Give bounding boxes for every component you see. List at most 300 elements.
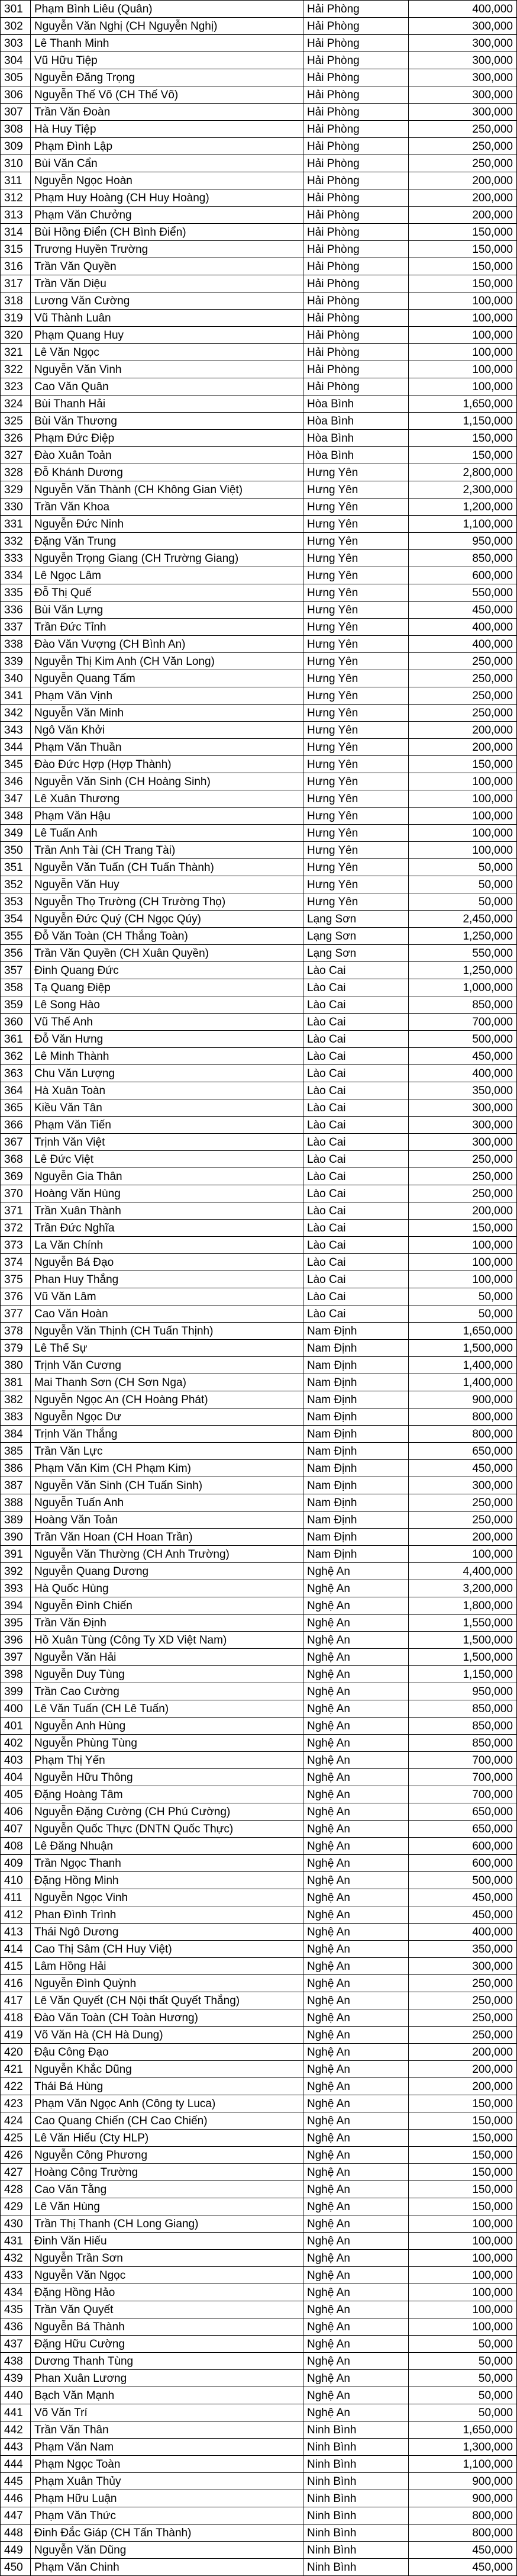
amount: 150,000 xyxy=(409,756,517,773)
province: Lạng Sơn xyxy=(303,928,409,944)
amount: 1,400,000 xyxy=(409,1357,517,1374)
province: Nam Định xyxy=(303,1357,409,1374)
amount: 100,000 xyxy=(409,808,517,824)
province: Nghệ An xyxy=(303,1615,409,1631)
table-row xyxy=(0,1563,517,1580)
table-row xyxy=(0,2095,517,2112)
donor-name: Phạm Văn Hậu xyxy=(31,808,303,824)
table-row xyxy=(0,2542,517,2559)
table-row xyxy=(0,567,517,584)
donor-name: Phạm Ngọc Toàn xyxy=(31,2456,303,2472)
table-row xyxy=(0,155,517,172)
table-row xyxy=(0,1082,517,1099)
row-number: 423 xyxy=(0,2095,31,2112)
province: Ninh Bình xyxy=(303,2559,409,2575)
table-row xyxy=(0,1803,517,1821)
row-number: 318 xyxy=(0,292,31,309)
donor-name: Phạm Văn Chưởng xyxy=(31,207,303,223)
row-number: 429 xyxy=(0,2198,31,2215)
donor-name: Nguyễn Bá Thành xyxy=(31,2318,303,2335)
province: Nghệ An xyxy=(303,2387,409,2404)
table-row xyxy=(0,1237,517,1254)
province: Lào Cai xyxy=(303,1117,409,1133)
table-row xyxy=(0,1838,517,1855)
amount: 100,000 xyxy=(409,361,517,378)
province: Nghệ An xyxy=(303,2301,409,2318)
table-row xyxy=(0,2473,517,2490)
table-row xyxy=(0,2421,517,2439)
table-row xyxy=(0,808,517,825)
donor-name: Nguyễn Đăng Trọng xyxy=(31,69,303,86)
row-number: 444 xyxy=(0,2456,31,2472)
province: Ninh Bình xyxy=(303,2473,409,2490)
amount: 500,000 xyxy=(409,1031,517,1047)
amount: 2,800,000 xyxy=(409,464,517,481)
amount: 900,000 xyxy=(409,1391,517,1408)
table-row xyxy=(0,499,517,516)
donor-name: Cao Quang Chiến (CH Cao Chiến) xyxy=(31,2112,303,2129)
row-number: 417 xyxy=(0,1992,31,2009)
donor-name: Bùi Văn Cẩn xyxy=(31,155,303,172)
amount: 1,200,000 xyxy=(409,499,517,515)
row-number: 393 xyxy=(0,1580,31,1597)
amount: 150,000 xyxy=(409,2112,517,2129)
row-number: 326 xyxy=(0,430,31,446)
province: Ninh Bình xyxy=(303,2439,409,2455)
row-number: 416 xyxy=(0,1975,31,1992)
province: Lào Cai xyxy=(303,1151,409,1168)
table-row xyxy=(0,1992,517,2009)
province: Nghệ An xyxy=(303,2044,409,2060)
province: Lào Cai xyxy=(303,1014,409,1030)
amount: 100,000 xyxy=(409,2215,517,2232)
amount: 1,500,000 xyxy=(409,1340,517,1356)
amount: 50,000 xyxy=(409,2336,517,2352)
table-row xyxy=(0,1443,517,1460)
row-number: 381 xyxy=(0,1374,31,1391)
table-row xyxy=(0,2198,517,2215)
amount: 50,000 xyxy=(409,1288,517,1305)
donor-name: Đỗ Văn Toàn (CH Thắng Toàn) xyxy=(31,928,303,944)
row-number: 315 xyxy=(0,241,31,258)
table-row xyxy=(0,1323,517,1340)
province: Nghệ An xyxy=(303,2061,409,2077)
donor-name: Nguyễn Văn Vinh xyxy=(31,361,303,378)
amount: 100,000 xyxy=(409,2233,517,2249)
donor-name: Hà Huy Tiệp xyxy=(31,121,303,137)
donor-name: Phạm Hữu Luận xyxy=(31,2490,303,2507)
table-row xyxy=(0,1460,517,1477)
amount: 200,000 xyxy=(409,207,517,223)
row-number: 359 xyxy=(0,996,31,1013)
amount: 600,000 xyxy=(409,1838,517,1854)
donor-name: Nguyễn Quang Dương xyxy=(31,1563,303,1580)
table-row xyxy=(0,275,517,292)
province: Lào Cai xyxy=(303,1048,409,1065)
donor-name: Lê Tuấn Anh xyxy=(31,825,303,841)
province: Hải Phòng xyxy=(303,18,409,34)
table-row xyxy=(0,2507,517,2524)
table-row xyxy=(0,2353,517,2370)
row-number: 420 xyxy=(0,2044,31,2060)
table-row xyxy=(0,2559,517,2576)
province: Nghệ An xyxy=(303,1855,409,1871)
donor-name: Đặng Hồng Hảo xyxy=(31,2284,303,2301)
row-number: 385 xyxy=(0,1443,31,1459)
province: Hưng Yên xyxy=(303,893,409,910)
table-row xyxy=(0,2112,517,2130)
province: Hưng Yên xyxy=(303,602,409,618)
amount: 250,000 xyxy=(409,2009,517,2026)
donor-name: Cao Văn Quân xyxy=(31,378,303,395)
row-number: 335 xyxy=(0,584,31,601)
table-row xyxy=(0,2370,517,2387)
table-row xyxy=(0,636,517,653)
table-row xyxy=(0,1786,517,1803)
amount: 600,000 xyxy=(409,1855,517,1871)
table-row xyxy=(0,790,517,808)
row-number: 433 xyxy=(0,2267,31,2284)
row-number: 383 xyxy=(0,1408,31,1425)
amount: 50,000 xyxy=(409,2404,517,2421)
row-number: 441 xyxy=(0,2404,31,2421)
table-row xyxy=(0,2490,517,2507)
row-number: 386 xyxy=(0,1460,31,1477)
table-row xyxy=(0,756,517,773)
row-number: 389 xyxy=(0,1511,31,1528)
row-number: 403 xyxy=(0,1752,31,1768)
donor-name: Nguyễn Văn Ngọc xyxy=(31,2267,303,2284)
table-row xyxy=(0,670,517,687)
table-row xyxy=(0,945,517,962)
province: Hưng Yên xyxy=(303,464,409,481)
table-row xyxy=(0,1220,517,1237)
amount: 100,000 xyxy=(409,2250,517,2266)
province: Hưng Yên xyxy=(303,653,409,670)
amount: 150,000 xyxy=(409,447,517,464)
amount: 250,000 xyxy=(409,670,517,687)
row-number: 436 xyxy=(0,2318,31,2335)
row-number: 404 xyxy=(0,1769,31,1786)
province: Hải Phòng xyxy=(303,189,409,206)
donor-name: Bạch Văn Mạnh xyxy=(31,2387,303,2404)
row-number: 448 xyxy=(0,2524,31,2541)
amount: 400,000 xyxy=(409,619,517,635)
donor-name: Nguyễn Thị Kim Anh (CH Văn Long) xyxy=(31,653,303,670)
donor-name: Bùi Văn Lựng xyxy=(31,602,303,618)
row-number: 376 xyxy=(0,1288,31,1305)
donor-name: Phạm Văn Thức xyxy=(31,2507,303,2524)
province: Nghệ An xyxy=(303,2353,409,2369)
amount: 100,000 xyxy=(409,825,517,841)
table-row xyxy=(0,928,517,945)
donor-name: Nguyễn Văn Sinh (CH Tuấn Sinh) xyxy=(31,1477,303,1494)
row-number: 413 xyxy=(0,1924,31,1940)
donor-name: Lê Song Hào xyxy=(31,996,303,1013)
amount: 250,000 xyxy=(409,705,517,721)
donor-name: Đậu Công Đạo xyxy=(31,2044,303,2060)
table-row xyxy=(0,1529,517,1546)
donor-name: Lương Văn Cường xyxy=(31,292,303,309)
row-number: 358 xyxy=(0,979,31,996)
table-row xyxy=(0,1014,517,1031)
donor-name: Vũ Thành Luân xyxy=(31,310,303,326)
amount: 50,000 xyxy=(409,2370,517,2387)
amount: 50,000 xyxy=(409,2353,517,2369)
donor-name: Cao Văn Hoàn xyxy=(31,1305,303,1322)
donor-name: Nguyễn Văn Huy xyxy=(31,876,303,893)
row-number: 379 xyxy=(0,1340,31,1356)
table-row xyxy=(0,138,517,155)
province: Lào Cai xyxy=(303,1082,409,1099)
amount: 100,000 xyxy=(409,1254,517,1271)
province: Nghệ An xyxy=(303,1992,409,2009)
donor-name: Nguyễn Gia Thân xyxy=(31,1168,303,1185)
donor-name: Đặng Hữu Cường xyxy=(31,2336,303,2352)
donor-name: Nguyễn Công Phương xyxy=(31,2147,303,2163)
amount: 2,450,000 xyxy=(409,911,517,927)
row-number: 330 xyxy=(0,499,31,515)
row-number: 340 xyxy=(0,670,31,687)
amount: 1,100,000 xyxy=(409,516,517,532)
table-row xyxy=(0,1340,517,1357)
row-number: 365 xyxy=(0,1099,31,1116)
province: Nghệ An xyxy=(303,1769,409,1786)
row-number: 442 xyxy=(0,2421,31,2438)
row-number: 430 xyxy=(0,2215,31,2232)
donor-name: Nguyễn Văn Tuấn (CH Tuấn Thành) xyxy=(31,859,303,876)
row-number: 390 xyxy=(0,1529,31,1545)
table-row xyxy=(0,533,517,550)
amount: 400,000 xyxy=(409,1065,517,1082)
donor-name: Nguyễn Đức Ninh xyxy=(31,516,303,532)
province: Hưng Yên xyxy=(303,773,409,790)
amount: 100,000 xyxy=(409,773,517,790)
row-number: 394 xyxy=(0,1597,31,1614)
amount: 200,000 xyxy=(409,2044,517,2060)
row-number: 336 xyxy=(0,602,31,618)
donor-name: Nguyễn Đình Chiến xyxy=(31,1597,303,1614)
amount: 100,000 xyxy=(409,344,517,361)
province: Nghệ An xyxy=(303,2336,409,2352)
row-number: 357 xyxy=(0,962,31,979)
row-number: 331 xyxy=(0,516,31,532)
table-row xyxy=(0,241,517,258)
amount: 300,000 xyxy=(409,18,517,34)
table-row xyxy=(0,2301,517,2318)
province: Hải Phòng xyxy=(303,378,409,395)
amount: 200,000 xyxy=(409,2078,517,2095)
province: Nghệ An xyxy=(303,1752,409,1768)
province: Lào Cai xyxy=(303,1237,409,1253)
province: Hưng Yên xyxy=(303,550,409,567)
amount: 1,150,000 xyxy=(409,1666,517,1683)
table-row xyxy=(0,1357,517,1374)
table-row xyxy=(0,1151,517,1168)
amount: 450,000 xyxy=(409,2559,517,2575)
donor-name: Phạm Văn Chinh xyxy=(31,2559,303,2575)
table-row xyxy=(0,0,517,18)
province: Nghệ An xyxy=(303,2130,409,2146)
donor-name: Bùi Hồng Điển (CH Bình Điển) xyxy=(31,224,303,240)
amount: 1,250,000 xyxy=(409,962,517,979)
donor-name: Nguyễn Văn Sinh (CH Hoàng Sinh) xyxy=(31,773,303,790)
province: Hưng Yên xyxy=(303,584,409,601)
province: Nam Định xyxy=(303,1391,409,1408)
amount: 150,000 xyxy=(409,224,517,240)
amount: 100,000 xyxy=(409,1546,517,1562)
table-row xyxy=(0,1735,517,1752)
amount: 250,000 xyxy=(409,138,517,155)
province: Hải Phòng xyxy=(303,35,409,52)
donor-name: Hà Quốc Hùng xyxy=(31,1580,303,1597)
amount: 1,550,000 xyxy=(409,1615,517,1631)
row-number: 424 xyxy=(0,2112,31,2129)
donor-name: Trịnh Văn Thắng xyxy=(31,1426,303,1442)
row-number: 345 xyxy=(0,756,31,773)
province: Hưng Yên xyxy=(303,756,409,773)
province: Hải Phòng xyxy=(303,138,409,155)
table-row xyxy=(0,292,517,310)
table-row xyxy=(0,464,517,481)
amount: 300,000 xyxy=(409,69,517,86)
donor-name: Trần Văn Định xyxy=(31,1615,303,1631)
province: Hưng Yên xyxy=(303,533,409,549)
amount: 550,000 xyxy=(409,584,517,601)
province: Lào Cai xyxy=(303,979,409,996)
province: Nghệ An xyxy=(303,2215,409,2232)
table-row xyxy=(0,996,517,1014)
row-number: 351 xyxy=(0,859,31,876)
row-number: 311 xyxy=(0,172,31,189)
row-number: 450 xyxy=(0,2559,31,2575)
row-number: 362 xyxy=(0,1048,31,1065)
row-number: 307 xyxy=(0,104,31,120)
province: Nam Định xyxy=(303,1408,409,1425)
table-row xyxy=(0,1374,517,1391)
row-number: 339 xyxy=(0,653,31,670)
donor-name: Hoàng Văn Toản xyxy=(31,1511,303,1528)
donor-name: Trần Văn Đoàn xyxy=(31,104,303,120)
row-number: 415 xyxy=(0,1958,31,1974)
amount: 150,000 xyxy=(409,2147,517,2163)
province: Nam Định xyxy=(303,1494,409,1511)
province: Ninh Bình xyxy=(303,2542,409,2558)
table-row xyxy=(0,2130,517,2147)
donor-name: Trịnh Văn Việt xyxy=(31,1134,303,1150)
amount: 400,000 xyxy=(409,1924,517,1940)
row-number: 337 xyxy=(0,619,31,635)
donor-name: Nguyễn Đức Quý (CH Ngọc Qúy) xyxy=(31,911,303,927)
donor-name: Trịnh Văn Cương xyxy=(31,1357,303,1374)
row-number: 342 xyxy=(0,705,31,721)
table-row xyxy=(0,2009,517,2027)
table-row xyxy=(0,1099,517,1117)
table-row xyxy=(0,722,517,739)
amount: 1,150,000 xyxy=(409,413,517,429)
row-number: 388 xyxy=(0,1494,31,1511)
province: Nam Định xyxy=(303,1323,409,1339)
donor-name: Phạm Quang Huy xyxy=(31,327,303,343)
amount: 100,000 xyxy=(409,2267,517,2284)
row-number: 400 xyxy=(0,1700,31,1717)
row-number: 308 xyxy=(0,121,31,137)
table-row xyxy=(0,1580,517,1597)
table-row xyxy=(0,2387,517,2404)
donor-name: Phạm Văn Nam xyxy=(31,2439,303,2455)
province: Nghệ An xyxy=(303,2095,409,2112)
amount: 800,000 xyxy=(409,2524,517,2541)
row-number: 347 xyxy=(0,790,31,807)
table-row xyxy=(0,121,517,138)
donor-name: Nguyễn Trần Sơn xyxy=(31,2250,303,2266)
donor-name: Nguyễn Ngọc An (CH Hoàng Phát) xyxy=(31,1391,303,1408)
province: Hưng Yên xyxy=(303,636,409,652)
province: Hải Phòng xyxy=(303,207,409,223)
donor-name: Lê Xuân Thương xyxy=(31,790,303,807)
table-row xyxy=(0,1597,517,1615)
table-row xyxy=(0,1615,517,1632)
donor-name: Dương Thanh Tùng xyxy=(31,2353,303,2369)
amount: 250,000 xyxy=(409,653,517,670)
donor-name: Ngô Văn Khởi xyxy=(31,722,303,738)
province: Hưng Yên xyxy=(303,722,409,738)
amount: 150,000 xyxy=(409,1220,517,1236)
province: Ninh Bình xyxy=(303,2507,409,2524)
table-row xyxy=(0,2250,517,2267)
province: Hưng Yên xyxy=(303,516,409,532)
table-row xyxy=(0,1666,517,1683)
table-row xyxy=(0,69,517,86)
row-number: 402 xyxy=(0,1735,31,1751)
donor-name: Nguyễn Quang Tấm xyxy=(31,670,303,687)
table-row xyxy=(0,258,517,275)
row-number: 324 xyxy=(0,395,31,412)
row-number: 392 xyxy=(0,1563,31,1580)
table-row xyxy=(0,1168,517,1185)
donor-name: Nguyễn Văn Dũng xyxy=(31,2542,303,2558)
row-number: 374 xyxy=(0,1254,31,1271)
row-number: 378 xyxy=(0,1323,31,1339)
donor-name: Cao Thị Sâm (CH Huy Việt) xyxy=(31,1941,303,1957)
table-row xyxy=(0,1065,517,1082)
donor-name: Đỗ Thị Quế xyxy=(31,584,303,601)
amount: 100,000 xyxy=(409,790,517,807)
province: Nam Định xyxy=(303,1529,409,1545)
province: Hưng Yên xyxy=(303,481,409,498)
row-number: 361 xyxy=(0,1031,31,1047)
table-row xyxy=(0,550,517,567)
province: Nghệ An xyxy=(303,2027,409,2043)
table-row xyxy=(0,52,517,69)
donor-name: Hồ Xuân Tùng (Công Ty XD Việt Nam) xyxy=(31,1632,303,1648)
amount: 450,000 xyxy=(409,602,517,618)
table-row xyxy=(0,1889,517,1906)
province: Nghệ An xyxy=(303,1649,409,1665)
row-number: 412 xyxy=(0,1906,31,1923)
donor-name: Trần Văn Quyết xyxy=(31,2301,303,2318)
province: Hưng Yên xyxy=(303,808,409,824)
row-number: 380 xyxy=(0,1357,31,1374)
province: Nghệ An xyxy=(303,1803,409,1820)
row-number: 360 xyxy=(0,1014,31,1030)
amount: 1,500,000 xyxy=(409,1632,517,1648)
province: Nghệ An xyxy=(303,2112,409,2129)
table-row xyxy=(0,2456,517,2473)
table-row xyxy=(0,2284,517,2301)
donor-name: Kiều Văn Tân xyxy=(31,1099,303,1116)
donor-name: Nguyễn Ngọc Vinh xyxy=(31,1889,303,1906)
